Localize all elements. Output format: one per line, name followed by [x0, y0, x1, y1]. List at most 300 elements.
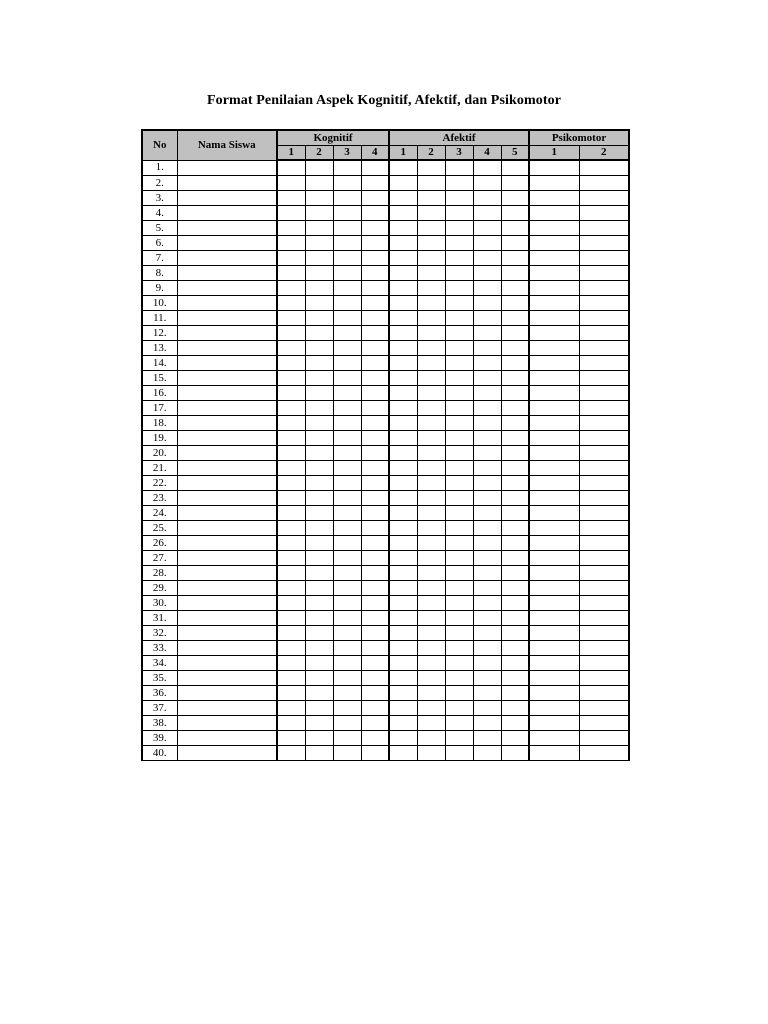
score-cell-afektif-5[interactable] [501, 731, 529, 746]
score-cell-afektif-1[interactable] [389, 596, 417, 611]
score-cell-psikomotor-1[interactable] [529, 431, 579, 446]
score-cell-afektif-3[interactable] [445, 611, 473, 626]
score-cell-kognitif-2[interactable] [305, 191, 333, 206]
score-cell-afektif-1[interactable] [389, 356, 417, 371]
score-cell-afektif-3[interactable] [445, 371, 473, 386]
score-cell-afektif-4[interactable] [473, 461, 501, 476]
score-cell-afektif-3[interactable] [445, 521, 473, 536]
score-cell-afektif-3[interactable] [445, 716, 473, 731]
score-cell-afektif-1[interactable] [389, 641, 417, 656]
score-cell-afektif-1[interactable] [389, 611, 417, 626]
score-cell-kognitif-1[interactable] [277, 281, 305, 296]
score-cell-kognitif-3[interactable] [333, 446, 361, 461]
score-cell-afektif-4[interactable] [473, 716, 501, 731]
score-cell-afektif-5[interactable] [501, 596, 529, 611]
score-cell-kognitif-3[interactable] [333, 656, 361, 671]
score-cell-kognitif-3[interactable] [333, 356, 361, 371]
score-cell-afektif-1[interactable] [389, 160, 417, 176]
score-cell-kognitif-4[interactable] [361, 716, 389, 731]
score-cell-afektif-1[interactable] [389, 491, 417, 506]
score-cell-psikomotor-1[interactable] [529, 611, 579, 626]
score-cell-afektif-2[interactable] [417, 160, 445, 176]
score-cell-kognitif-1[interactable] [277, 160, 305, 176]
score-cell-afektif-4[interactable] [473, 446, 501, 461]
student-name-cell[interactable] [177, 716, 277, 731]
score-cell-afektif-3[interactable] [445, 671, 473, 686]
score-cell-kognitif-4[interactable] [361, 581, 389, 596]
student-name-cell[interactable] [177, 371, 277, 386]
score-cell-kognitif-1[interactable] [277, 356, 305, 371]
score-cell-psikomotor-2[interactable] [579, 446, 629, 461]
student-name-cell[interactable] [177, 656, 277, 671]
score-cell-afektif-5[interactable] [501, 566, 529, 581]
score-cell-kognitif-1[interactable] [277, 401, 305, 416]
score-cell-afektif-3[interactable] [445, 326, 473, 341]
score-cell-afektif-3[interactable] [445, 446, 473, 461]
score-cell-afektif-4[interactable] [473, 266, 501, 281]
score-cell-psikomotor-2[interactable] [579, 191, 629, 206]
score-cell-afektif-2[interactable] [417, 221, 445, 236]
score-cell-afektif-1[interactable] [389, 716, 417, 731]
student-name-cell[interactable] [177, 641, 277, 656]
score-cell-afektif-2[interactable] [417, 746, 445, 761]
score-cell-psikomotor-2[interactable] [579, 461, 629, 476]
score-cell-afektif-3[interactable] [445, 251, 473, 266]
score-cell-afektif-3[interactable] [445, 746, 473, 761]
score-cell-psikomotor-1[interactable] [529, 701, 579, 716]
score-cell-afektif-3[interactable] [445, 431, 473, 446]
score-cell-afektif-5[interactable] [501, 701, 529, 716]
score-cell-psikomotor-2[interactable] [579, 221, 629, 236]
score-cell-afektif-3[interactable] [445, 160, 473, 176]
score-cell-psikomotor-2[interactable] [579, 341, 629, 356]
score-cell-psikomotor-2[interactable] [579, 641, 629, 656]
student-name-cell[interactable] [177, 191, 277, 206]
score-cell-psikomotor-1[interactable] [529, 731, 579, 746]
score-cell-afektif-5[interactable] [501, 446, 529, 461]
score-cell-psikomotor-2[interactable] [579, 281, 629, 296]
score-cell-afektif-3[interactable] [445, 191, 473, 206]
score-cell-kognitif-4[interactable] [361, 461, 389, 476]
score-cell-afektif-1[interactable] [389, 266, 417, 281]
score-cell-kognitif-2[interactable] [305, 266, 333, 281]
score-cell-afektif-4[interactable] [473, 191, 501, 206]
score-cell-psikomotor-1[interactable] [529, 641, 579, 656]
score-cell-kognitif-2[interactable] [305, 356, 333, 371]
score-cell-kognitif-4[interactable] [361, 596, 389, 611]
student-name-cell[interactable] [177, 416, 277, 431]
score-cell-kognitif-1[interactable] [277, 536, 305, 551]
score-cell-afektif-3[interactable] [445, 491, 473, 506]
score-cell-psikomotor-1[interactable] [529, 656, 579, 671]
score-cell-kognitif-3[interactable] [333, 416, 361, 431]
score-cell-afektif-1[interactable] [389, 446, 417, 461]
student-name-cell[interactable] [177, 461, 277, 476]
score-cell-psikomotor-2[interactable] [579, 746, 629, 761]
score-cell-afektif-1[interactable] [389, 566, 417, 581]
score-cell-kognitif-4[interactable] [361, 326, 389, 341]
student-name-cell[interactable] [177, 176, 277, 191]
score-cell-afektif-3[interactable] [445, 461, 473, 476]
student-name-cell[interactable] [177, 251, 277, 266]
score-cell-psikomotor-2[interactable] [579, 416, 629, 431]
score-cell-afektif-2[interactable] [417, 281, 445, 296]
score-cell-kognitif-2[interactable] [305, 281, 333, 296]
score-cell-afektif-2[interactable] [417, 356, 445, 371]
score-cell-kognitif-1[interactable] [277, 521, 305, 536]
score-cell-kognitif-2[interactable] [305, 746, 333, 761]
score-cell-kognitif-2[interactable] [305, 206, 333, 221]
score-cell-afektif-2[interactable] [417, 626, 445, 641]
student-name-cell[interactable] [177, 311, 277, 326]
score-cell-kognitif-4[interactable] [361, 281, 389, 296]
student-name-cell[interactable] [177, 686, 277, 701]
score-cell-afektif-3[interactable] [445, 551, 473, 566]
score-cell-afektif-1[interactable] [389, 401, 417, 416]
score-cell-afektif-5[interactable] [501, 536, 529, 551]
score-cell-psikomotor-1[interactable] [529, 266, 579, 281]
student-name-cell[interactable] [177, 401, 277, 416]
score-cell-kognitif-1[interactable] [277, 191, 305, 206]
score-cell-afektif-5[interactable] [501, 521, 529, 536]
score-cell-afektif-5[interactable] [501, 551, 529, 566]
score-cell-psikomotor-1[interactable] [529, 491, 579, 506]
score-cell-afektif-4[interactable] [473, 491, 501, 506]
score-cell-afektif-4[interactable] [473, 371, 501, 386]
score-cell-psikomotor-2[interactable] [579, 296, 629, 311]
score-cell-afektif-2[interactable] [417, 266, 445, 281]
student-name-cell[interactable] [177, 581, 277, 596]
score-cell-psikomotor-2[interactable] [579, 236, 629, 251]
score-cell-kognitif-4[interactable] [361, 386, 389, 401]
score-cell-afektif-3[interactable] [445, 641, 473, 656]
score-cell-kognitif-3[interactable] [333, 686, 361, 701]
score-cell-kognitif-4[interactable] [361, 236, 389, 251]
score-cell-afektif-5[interactable] [501, 236, 529, 251]
student-name-cell[interactable] [177, 701, 277, 716]
score-cell-afektif-2[interactable] [417, 386, 445, 401]
score-cell-psikomotor-1[interactable] [529, 461, 579, 476]
score-cell-afektif-4[interactable] [473, 356, 501, 371]
score-cell-psikomotor-1[interactable] [529, 326, 579, 341]
score-cell-afektif-4[interactable] [473, 206, 501, 221]
score-cell-kognitif-2[interactable] [305, 506, 333, 521]
score-cell-kognitif-1[interactable] [277, 461, 305, 476]
score-cell-kognitif-3[interactable] [333, 206, 361, 221]
student-name-cell[interactable] [177, 746, 277, 761]
score-cell-afektif-5[interactable] [501, 611, 529, 626]
score-cell-afektif-2[interactable] [417, 536, 445, 551]
score-cell-afektif-4[interactable] [473, 566, 501, 581]
score-cell-kognitif-1[interactable] [277, 671, 305, 686]
score-cell-kognitif-1[interactable] [277, 296, 305, 311]
score-cell-psikomotor-1[interactable] [529, 746, 579, 761]
score-cell-kognitif-3[interactable] [333, 611, 361, 626]
score-cell-kognitif-2[interactable] [305, 416, 333, 431]
score-cell-afektif-4[interactable] [473, 176, 501, 191]
student-name-cell[interactable] [177, 431, 277, 446]
score-cell-kognitif-3[interactable] [333, 221, 361, 236]
score-cell-kognitif-2[interactable] [305, 431, 333, 446]
score-cell-kognitif-2[interactable] [305, 251, 333, 266]
score-cell-afektif-3[interactable] [445, 281, 473, 296]
score-cell-afektif-4[interactable] [473, 476, 501, 491]
score-cell-psikomotor-2[interactable] [579, 356, 629, 371]
score-cell-kognitif-4[interactable] [361, 311, 389, 326]
score-cell-kognitif-3[interactable] [333, 581, 361, 596]
score-cell-kognitif-3[interactable] [333, 551, 361, 566]
score-cell-kognitif-3[interactable] [333, 746, 361, 761]
score-cell-afektif-3[interactable] [445, 581, 473, 596]
score-cell-kognitif-1[interactable] [277, 251, 305, 266]
score-cell-psikomotor-1[interactable] [529, 596, 579, 611]
score-cell-kognitif-3[interactable] [333, 266, 361, 281]
score-cell-kognitif-3[interactable] [333, 521, 361, 536]
score-cell-kognitif-2[interactable] [305, 716, 333, 731]
score-cell-afektif-5[interactable] [501, 671, 529, 686]
score-cell-psikomotor-1[interactable] [529, 401, 579, 416]
student-name-cell[interactable] [177, 386, 277, 401]
score-cell-kognitif-3[interactable] [333, 311, 361, 326]
score-cell-psikomotor-2[interactable] [579, 160, 629, 176]
score-cell-kognitif-4[interactable] [361, 371, 389, 386]
score-cell-psikomotor-1[interactable] [529, 386, 579, 401]
score-cell-afektif-1[interactable] [389, 506, 417, 521]
score-cell-afektif-1[interactable] [389, 671, 417, 686]
score-cell-psikomotor-2[interactable] [579, 701, 629, 716]
score-cell-kognitif-4[interactable] [361, 206, 389, 221]
score-cell-psikomotor-1[interactable] [529, 160, 579, 176]
score-cell-afektif-1[interactable] [389, 206, 417, 221]
score-cell-afektif-2[interactable] [417, 236, 445, 251]
score-cell-afektif-4[interactable] [473, 641, 501, 656]
score-cell-afektif-3[interactable] [445, 176, 473, 191]
score-cell-kognitif-2[interactable] [305, 686, 333, 701]
score-cell-psikomotor-1[interactable] [529, 176, 579, 191]
score-cell-afektif-2[interactable] [417, 551, 445, 566]
score-cell-afektif-5[interactable] [501, 326, 529, 341]
score-cell-kognitif-2[interactable] [305, 611, 333, 626]
score-cell-kognitif-3[interactable] [333, 386, 361, 401]
score-cell-afektif-4[interactable] [473, 251, 501, 266]
score-cell-afektif-2[interactable] [417, 431, 445, 446]
score-cell-psikomotor-1[interactable] [529, 581, 579, 596]
score-cell-afektif-3[interactable] [445, 701, 473, 716]
score-cell-afektif-1[interactable] [389, 701, 417, 716]
score-cell-afektif-4[interactable] [473, 221, 501, 236]
score-cell-afektif-5[interactable] [501, 371, 529, 386]
score-cell-afektif-1[interactable] [389, 311, 417, 326]
score-cell-kognitif-2[interactable] [305, 326, 333, 341]
score-cell-afektif-3[interactable] [445, 206, 473, 221]
score-cell-afektif-4[interactable] [473, 386, 501, 401]
score-cell-kognitif-3[interactable] [333, 160, 361, 176]
score-cell-kognitif-4[interactable] [361, 656, 389, 671]
score-cell-kognitif-1[interactable] [277, 476, 305, 491]
score-cell-afektif-3[interactable] [445, 401, 473, 416]
score-cell-psikomotor-1[interactable] [529, 476, 579, 491]
score-cell-kognitif-3[interactable] [333, 176, 361, 191]
score-cell-afektif-5[interactable] [501, 281, 529, 296]
score-cell-afektif-1[interactable] [389, 251, 417, 266]
student-name-cell[interactable] [177, 476, 277, 491]
score-cell-kognitif-3[interactable] [333, 506, 361, 521]
score-cell-afektif-3[interactable] [445, 386, 473, 401]
score-cell-afektif-2[interactable] [417, 656, 445, 671]
score-cell-afektif-3[interactable] [445, 266, 473, 281]
score-cell-afektif-4[interactable] [473, 236, 501, 251]
score-cell-afektif-2[interactable] [417, 491, 445, 506]
score-cell-kognitif-3[interactable] [333, 491, 361, 506]
score-cell-kognitif-1[interactable] [277, 701, 305, 716]
score-cell-afektif-4[interactable] [473, 671, 501, 686]
score-cell-afektif-2[interactable] [417, 716, 445, 731]
score-cell-psikomotor-2[interactable] [579, 656, 629, 671]
score-cell-afektif-1[interactable] [389, 221, 417, 236]
score-cell-afektif-2[interactable] [417, 341, 445, 356]
student-name-cell[interactable] [177, 266, 277, 281]
score-cell-afektif-4[interactable] [473, 311, 501, 326]
score-cell-psikomotor-1[interactable] [529, 206, 579, 221]
score-cell-psikomotor-2[interactable] [579, 266, 629, 281]
score-cell-psikomotor-2[interactable] [579, 581, 629, 596]
score-cell-psikomotor-2[interactable] [579, 566, 629, 581]
score-cell-afektif-2[interactable] [417, 461, 445, 476]
score-cell-kognitif-4[interactable] [361, 221, 389, 236]
score-cell-kognitif-4[interactable] [361, 506, 389, 521]
student-name-cell[interactable] [177, 236, 277, 251]
score-cell-kognitif-2[interactable] [305, 386, 333, 401]
score-cell-psikomotor-1[interactable] [529, 236, 579, 251]
score-cell-kognitif-3[interactable] [333, 236, 361, 251]
score-cell-psikomotor-2[interactable] [579, 611, 629, 626]
score-cell-psikomotor-1[interactable] [529, 191, 579, 206]
score-cell-kognitif-4[interactable] [361, 431, 389, 446]
score-cell-afektif-2[interactable] [417, 401, 445, 416]
score-cell-kognitif-1[interactable] [277, 446, 305, 461]
student-name-cell[interactable] [177, 341, 277, 356]
score-cell-afektif-4[interactable] [473, 656, 501, 671]
score-cell-kognitif-1[interactable] [277, 716, 305, 731]
score-cell-kognitif-3[interactable] [333, 296, 361, 311]
score-cell-psikomotor-2[interactable] [579, 476, 629, 491]
score-cell-afektif-1[interactable] [389, 431, 417, 446]
score-cell-afektif-2[interactable] [417, 596, 445, 611]
score-cell-afektif-4[interactable] [473, 326, 501, 341]
score-cell-afektif-5[interactable] [501, 656, 529, 671]
score-cell-kognitif-2[interactable] [305, 641, 333, 656]
score-cell-psikomotor-2[interactable] [579, 311, 629, 326]
score-cell-psikomotor-1[interactable] [529, 686, 579, 701]
score-cell-afektif-1[interactable] [389, 326, 417, 341]
score-cell-psikomotor-1[interactable] [529, 671, 579, 686]
student-name-cell[interactable] [177, 296, 277, 311]
score-cell-kognitif-2[interactable] [305, 341, 333, 356]
score-cell-afektif-3[interactable] [445, 536, 473, 551]
score-cell-kognitif-1[interactable] [277, 371, 305, 386]
score-cell-psikomotor-2[interactable] [579, 431, 629, 446]
score-cell-afektif-2[interactable] [417, 296, 445, 311]
score-cell-kognitif-2[interactable] [305, 446, 333, 461]
score-cell-psikomotor-1[interactable] [529, 221, 579, 236]
student-name-cell[interactable] [177, 611, 277, 626]
student-name-cell[interactable] [177, 551, 277, 566]
score-cell-afektif-3[interactable] [445, 356, 473, 371]
score-cell-afektif-3[interactable] [445, 596, 473, 611]
score-cell-psikomotor-2[interactable] [579, 536, 629, 551]
score-cell-kognitif-2[interactable] [305, 296, 333, 311]
score-cell-afektif-3[interactable] [445, 296, 473, 311]
score-cell-afektif-1[interactable] [389, 731, 417, 746]
score-cell-kognitif-3[interactable] [333, 731, 361, 746]
score-cell-afektif-2[interactable] [417, 521, 445, 536]
score-cell-kognitif-1[interactable] [277, 491, 305, 506]
score-cell-kognitif-2[interactable] [305, 236, 333, 251]
score-cell-afektif-2[interactable] [417, 506, 445, 521]
score-cell-kognitif-3[interactable] [333, 476, 361, 491]
score-cell-kognitif-4[interactable] [361, 266, 389, 281]
score-cell-psikomotor-2[interactable] [579, 731, 629, 746]
score-cell-psikomotor-1[interactable] [529, 716, 579, 731]
score-cell-afektif-2[interactable] [417, 701, 445, 716]
score-cell-psikomotor-1[interactable] [529, 341, 579, 356]
score-cell-afektif-3[interactable] [445, 236, 473, 251]
score-cell-afektif-1[interactable] [389, 536, 417, 551]
score-cell-psikomotor-2[interactable] [579, 386, 629, 401]
score-cell-afektif-5[interactable] [501, 176, 529, 191]
score-cell-psikomotor-1[interactable] [529, 551, 579, 566]
score-cell-afektif-1[interactable] [389, 581, 417, 596]
student-name-cell[interactable] [177, 491, 277, 506]
score-cell-afektif-5[interactable] [501, 716, 529, 731]
score-cell-kognitif-2[interactable] [305, 311, 333, 326]
score-cell-kognitif-4[interactable] [361, 686, 389, 701]
student-name-cell[interactable] [177, 731, 277, 746]
score-cell-kognitif-2[interactable] [305, 656, 333, 671]
score-cell-kognitif-4[interactable] [361, 641, 389, 656]
score-cell-afektif-4[interactable] [473, 160, 501, 176]
score-cell-kognitif-1[interactable] [277, 581, 305, 596]
score-cell-afektif-1[interactable] [389, 176, 417, 191]
score-cell-psikomotor-2[interactable] [579, 521, 629, 536]
score-cell-kognitif-2[interactable] [305, 536, 333, 551]
student-name-cell[interactable] [177, 281, 277, 296]
score-cell-kognitif-1[interactable] [277, 656, 305, 671]
score-cell-kognitif-1[interactable] [277, 566, 305, 581]
score-cell-kognitif-1[interactable] [277, 506, 305, 521]
score-cell-kognitif-3[interactable] [333, 671, 361, 686]
score-cell-psikomotor-2[interactable] [579, 626, 629, 641]
score-cell-psikomotor-1[interactable] [529, 506, 579, 521]
score-cell-afektif-5[interactable] [501, 626, 529, 641]
score-cell-afektif-3[interactable] [445, 311, 473, 326]
score-cell-kognitif-4[interactable] [361, 191, 389, 206]
score-cell-afektif-2[interactable] [417, 446, 445, 461]
score-cell-afektif-5[interactable] [501, 251, 529, 266]
score-cell-afektif-5[interactable] [501, 431, 529, 446]
score-cell-kognitif-1[interactable] [277, 626, 305, 641]
score-cell-kognitif-4[interactable] [361, 356, 389, 371]
score-cell-afektif-5[interactable] [501, 206, 529, 221]
score-cell-kognitif-4[interactable] [361, 296, 389, 311]
score-cell-afektif-4[interactable] [473, 416, 501, 431]
score-cell-psikomotor-2[interactable] [579, 176, 629, 191]
score-cell-afektif-3[interactable] [445, 221, 473, 236]
student-name-cell[interactable] [177, 671, 277, 686]
score-cell-kognitif-4[interactable] [361, 626, 389, 641]
score-cell-kognitif-4[interactable] [361, 671, 389, 686]
score-cell-kognitif-2[interactable] [305, 371, 333, 386]
